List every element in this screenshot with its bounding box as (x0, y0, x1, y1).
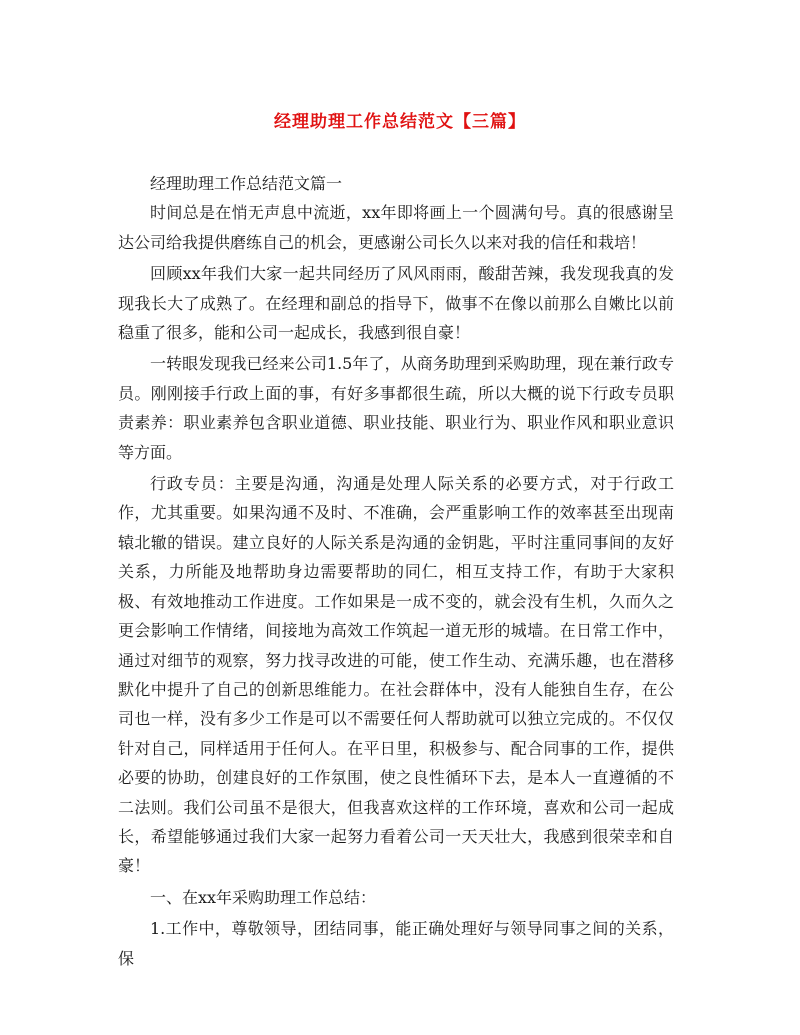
paragraph: 行政专员：主要是沟通，沟通是处理人际关系的必要方式，对于行政工作，尤其重要。如果沟通不及时、不准确，会严重影响工作的效率甚至出现南辕北辙的错误。建立良好的人际关系是沟通的金钥匙，平时注重同事间的友好关系，力所能及地帮助身边需要帮助的同仁，相互支持工作，有助于大家积极、有效地推动工作进度。工作如果是一成不变的，就会没有生机，久而久之更会影响工作情绪，间接地为高效工作筑起一道无形的城墙。在日常工作中，通过对细节的观察，努力找寻改进的可能，使工作生动、充满乐趣，也在潜移默化中提升了自己的创新思维能力。在社会群体中，没有人能独自生存，在公司也一样，没有多少工作是可以不需要任何人帮助就可以独立完成的。不仅仅针对自己，同样适用于任何人。在平日里，积极参与、配合同事的工作，提供必要的协助，创建良好的工作氛围，使之良性循环下去，是本人一直遵循的不二法则。我们公司虽不是很大，但我喜欢这样的工作环境，喜欢和公司一起成长，希望能够通过我们大家一起努力看着公司一天天壮大，我感到很荣幸和自豪！ (118, 474, 674, 876)
document-body (118, 169, 674, 973)
section-heading: 经理助理工作总结范文篇一 (150, 174, 343, 193)
subsection-heading: 一、在xx年采购助理工作总结： (150, 887, 377, 907)
list-item: 1.工作中，尊敬领导，团结同事，能正确处理好与领导同事之间的关系，保 (118, 919, 674, 968)
paragraph: 一转眼发现我已经来公司1.5年了，从商务助理到采购助理，现在兼行政专员。刚刚接手行政上面的事，有好多事都很生疏，所以大概的说下行政专员职责素养：职业素养包含职业道德、职业技能、职业行为、职业作风和职业意识等方面。 (118, 354, 674, 462)
paragraph: 回顾xx年我们大家一起共同经历了风风雨雨，酸甜苦辣，我发现我真的发现我长大了成熟了。在经理和副总的指导下，做事不在像以前那么自嫩比以前稳重了很多，能和公司一起成长，我感到很自豪！ (118, 264, 674, 343)
document-title: 经理助理工作总结范文【三篇】 (274, 112, 526, 132)
paragraph: 时间总是在悄无声息中流逝，xx年即将画上一个圆满句号。真的很感谢呈达公司给我提供磨练自己的机会，更感谢公司长久以来对我的信任和栽培！ (118, 203, 674, 252)
